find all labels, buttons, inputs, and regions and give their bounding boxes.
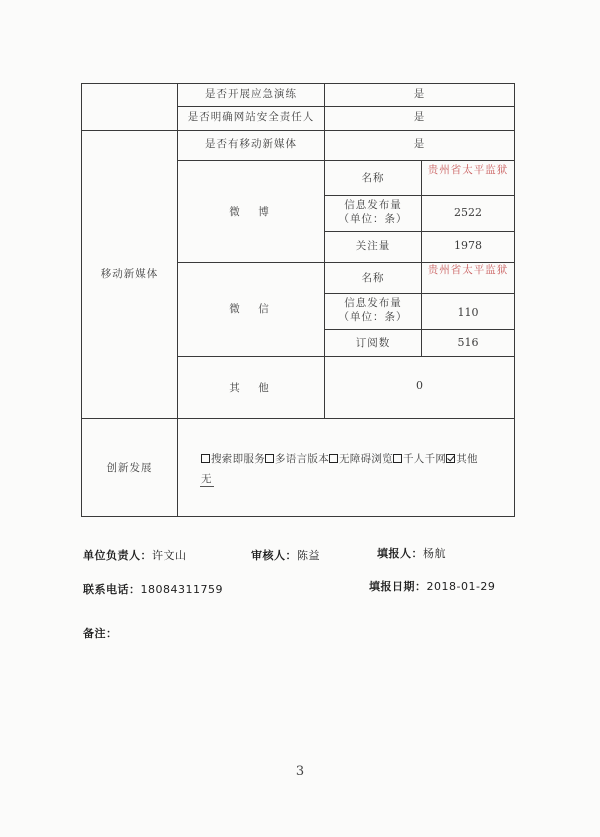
- innovation-options: [201, 451, 478, 466]
- checkbox-icon[interactable]: [201, 454, 210, 463]
- weibo-name-label: 名称: [361, 172, 385, 184]
- drill-label: 是否开展应急演练: [205, 88, 297, 100]
- weibo-posts-value: 2522: [454, 206, 482, 219]
- wechat-subscribers-value: 516: [457, 336, 479, 349]
- weibo-name-value: 贵州省太平监狱: [427, 164, 509, 176]
- option-search-service[interactable]: 搜索即服务: [201, 453, 265, 465]
- fill-date: 填报日期：2018-01-29: [369, 580, 496, 593]
- wechat-subscribers-label: 订阅数: [355, 337, 391, 349]
- mobile-section-label: 移动新媒体: [100, 268, 159, 280]
- wechat-posts-label: 信息发布量（单位：条）: [338, 297, 408, 323]
- option-personalized[interactable]: 千人千网: [393, 453, 446, 465]
- wechat-name-label: 名称: [361, 272, 385, 284]
- innovation-label: 创新发展: [106, 462, 153, 474]
- wechat-posts-value: 110: [457, 306, 479, 319]
- mobile-value: 是: [413, 138, 426, 150]
- unit-head: 单位负责人：许文山: [83, 549, 187, 562]
- drill-value: 是: [413, 88, 426, 100]
- other-value: 0: [416, 379, 423, 392]
- filler: 填报人：杨航: [377, 547, 446, 560]
- weibo-posts-label: 信息发布量（单位：条）: [338, 199, 408, 225]
- reviewer: 审核人：陈益: [251, 549, 320, 562]
- option-other[interactable]: 其他: [446, 453, 478, 465]
- wechat-label: 微 信: [229, 303, 273, 315]
- innovation-other-text: 无: [201, 473, 213, 485]
- responsible-label: 是否明确网站安全责任人: [187, 111, 315, 123]
- option-multilingual[interactable]: 多语言版本: [265, 453, 329, 465]
- responsible-value: 是: [413, 111, 426, 123]
- weibo-followers-value: 1978: [454, 239, 482, 252]
- page-number: 3: [295, 764, 305, 779]
- weibo-followers-label: 关注量: [355, 240, 391, 252]
- weibo-label: 微 博: [229, 206, 273, 218]
- remarks: 备注：: [83, 627, 118, 640]
- wechat-name-value: 贵州省太平监狱: [427, 264, 509, 276]
- contact-phone: 联系电话：18084311759: [83, 583, 223, 596]
- checkbox-icon[interactable]: [265, 454, 274, 463]
- checkbox-checked-icon[interactable]: [446, 454, 455, 463]
- checkbox-icon[interactable]: [329, 454, 338, 463]
- mobile-label: 是否有移动新媒体: [205, 138, 297, 150]
- option-accessibility[interactable]: 无障碍浏览: [329, 453, 393, 465]
- other-label: 其 他: [229, 382, 273, 394]
- checkbox-icon[interactable]: [393, 454, 402, 463]
